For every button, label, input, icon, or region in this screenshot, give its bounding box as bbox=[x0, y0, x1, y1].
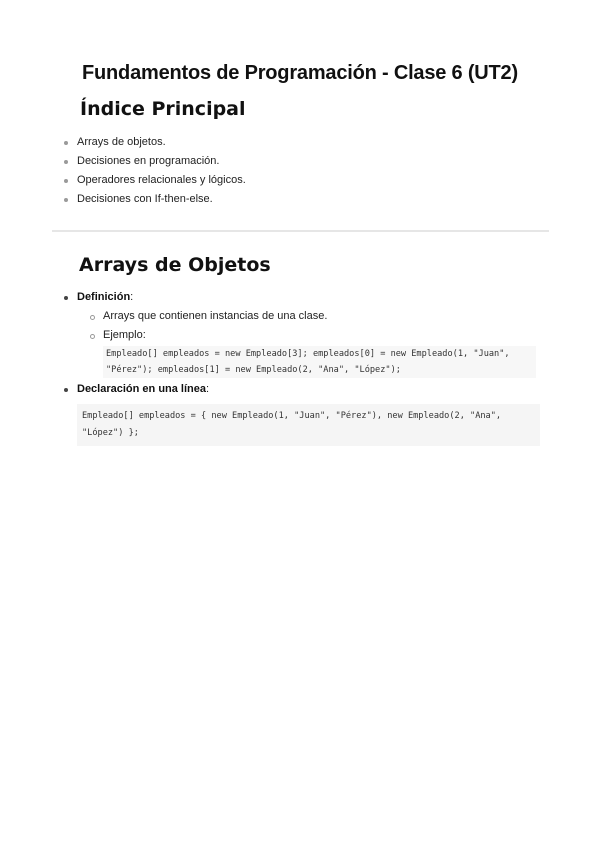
example-item bbox=[90, 326, 544, 378]
definition-label: Definición bbox=[77, 291, 131, 303]
declaration-label: Declaración en una línea bbox=[77, 383, 206, 395]
arrays-heading: Arrays de Objetos bbox=[79, 254, 271, 276]
definition-colon: : bbox=[130, 291, 134, 303]
index-list bbox=[64, 133, 246, 209]
index-item-arrays: Arrays de objetos. bbox=[64, 133, 246, 152]
document-title: Fundamentos de Programación - Clase 6 (UT2) bbox=[82, 62, 518, 84]
example-code: Empleado[] empleados = new Empleado[3]; empleados[0] = new Empleado(1, "Juan", "Pérez"); empleados[1] = new Empleado(2, "Ana", "López"); bbox=[103, 346, 536, 378]
definition-description: Arrays que contienen instancias de una clase. bbox=[90, 307, 544, 326]
declaration-colon: : bbox=[206, 383, 210, 395]
declaration-item bbox=[64, 380, 544, 399]
definition-sub-list bbox=[77, 307, 544, 378]
index-item-operators: Operadores relacionales y lógicos. bbox=[64, 171, 246, 190]
declaration-code-block: Empleado[] empleados = { new Empleado(1, "Juan", "Pérez"), new Empleado(2, "Ana", "López") }; bbox=[77, 404, 540, 446]
example-label: Ejemplo: bbox=[103, 329, 146, 341]
index-heading: Índice Principal bbox=[80, 98, 246, 120]
definition-item bbox=[64, 288, 544, 378]
index-item-if-then-else: Decisiones con If-then-else. bbox=[64, 190, 246, 209]
arrays-list bbox=[64, 288, 544, 399]
index-item-decisions: Decisiones en programación. bbox=[64, 152, 246, 171]
section-divider bbox=[52, 230, 549, 232]
